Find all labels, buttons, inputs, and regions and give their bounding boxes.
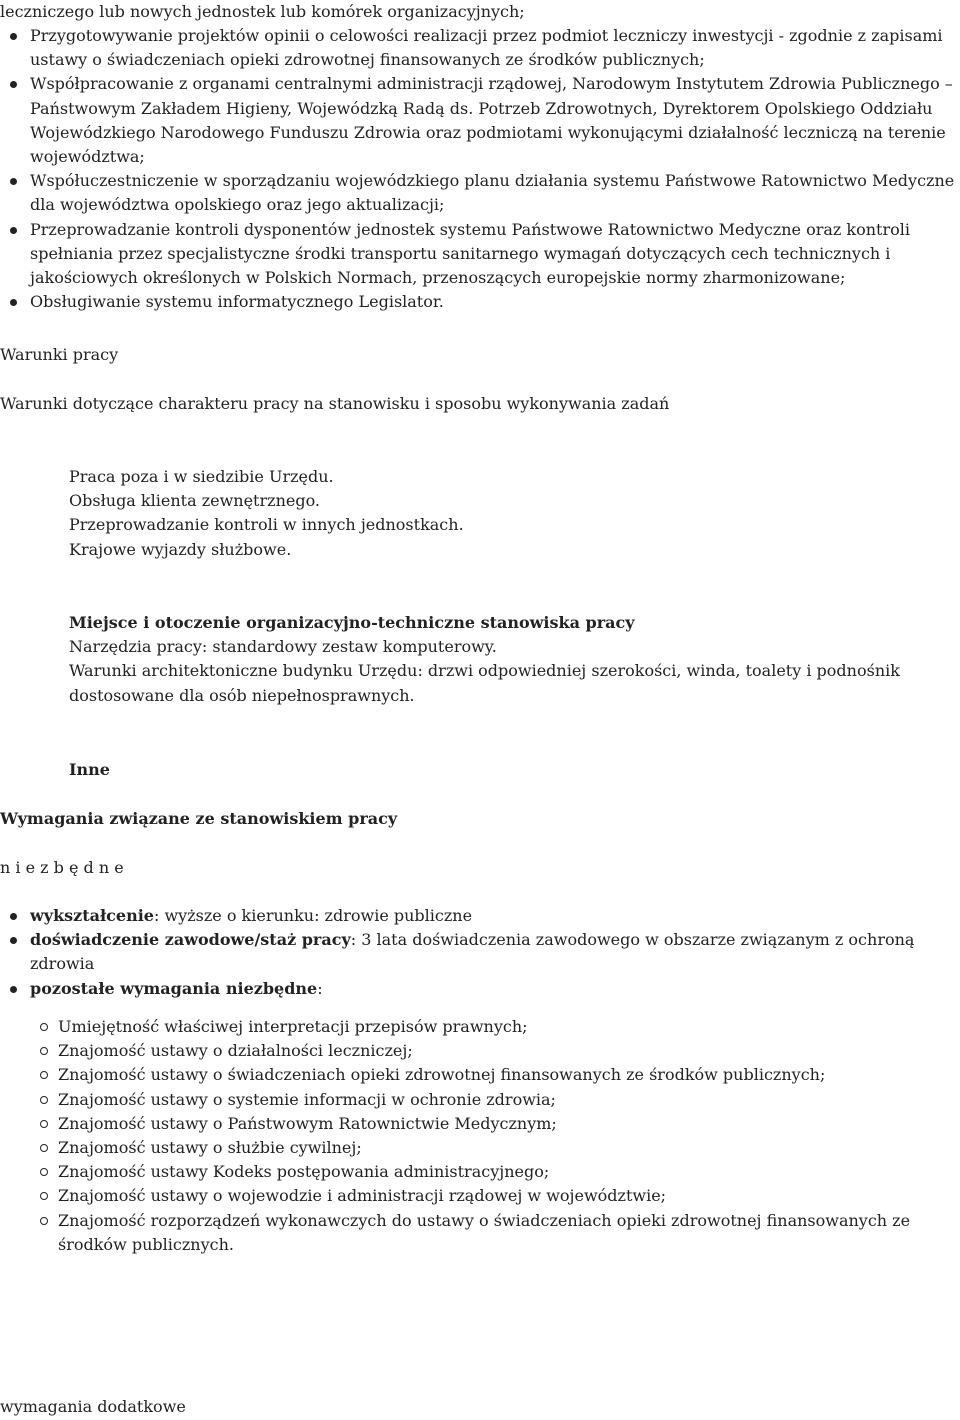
niezbedne-label: n i e z b ę d n e [0, 858, 124, 877]
intro-line: leczniczego lub nowych jednostek lub komórek organizacyjnych; [0, 2, 525, 21]
list-item: Znajomość rozporządzeń wykonawczych do ustawy o świadczeniach opieki zdrowotnej finansowanych ze środków publicznych. [0, 1209, 958, 1257]
other-requirements-list [0, 1015, 958, 1257]
list-item: Znajomość ustawy Kodeks postępowania administracyjnego; [0, 1160, 958, 1184]
charakter-line: Praca poza i w siedzibie Urzędu. [69, 467, 334, 486]
list-item: Znajomość ustawy o świadczeniach opieki zdrowotnej finansowanych ze środków publicznych; [0, 1063, 958, 1087]
list-item: Przygotowywanie projektów opinii o celowości realizacji przez podmiot leczniczy inwestycji - zgodnie z zapisami ustawy o świadczeniach opieki zdrowotnej finansowanych ze środków publicznych; [0, 24, 958, 72]
list-item: Współpracowanie z organami centralnymi administracji rządowej, Narodowym Instytutem Zdrowia Publicznego – Państwowym Zakładem Higieny, Wojewódzką Radą ds. Potrzeb Zdrowotnych, Dyrektorem Opolskiego Oddziału Wojewódzkiego Narodowego Funduszu Zdrowia oraz podmiotami wykonującymi działalność leczniczą na terenie województwa; [0, 72, 958, 169]
charakter-line: Przeprowadzanie kontroli w innych jednostkach. [69, 515, 464, 535]
section-title-warunki-pracy: Warunki pracy [0, 345, 119, 364]
list-item [0, 904, 958, 928]
requirement-text: : wyższe o kierunku: zdrowie publiczne [153, 906, 473, 925]
miejsce-heading: Miejsce i otoczenie organizacyjno-techniczne stanowiska pracy [69, 613, 635, 632]
list-item [0, 977, 958, 1001]
section-title-charakter: Warunki dotyczące charakteru pracy na stanowisku i sposobu wykonywania zadań [0, 394, 670, 413]
requirement-text: : [317, 978, 323, 998]
charakter-line: Obsługa klienta zewnętrznego. [69, 491, 321, 511]
wymagania-heading: Wymagania związane ze stanowiskiem pracy [0, 809, 398, 828]
miejsce-line: Warunki architektoniczne budynku Urzędu: drzwi odpowiedniej szerokości, winda, toalety i podnośnik dostosowane dla osób niepełnosprawnych. [69, 661, 900, 705]
miejsce-line: Narzędzia pracy: standardowy zestaw komputerowy. [69, 637, 497, 657]
requirement-label: pozostałe wymagania niezbędne [30, 978, 318, 998]
list-item: Znajomość ustawy o systemie informacji w ochronie zdrowia; [0, 1088, 958, 1112]
list-item: Znajomość ustawy o Państwowym Ratownictwie Medycznym; [0, 1112, 958, 1136]
list-item: Współuczestniczenie w sporządzaniu wojewódzkiego planu działania systemu Państwowe Ratownictwo Medyczne dla województwa opolskiego oraz jego aktualizacji; [0, 169, 958, 217]
requirement-text: : 3 lata doświadczenia zawodowego w obszarze związanym z ochroną zdrowia [30, 930, 915, 974]
duties-list [0, 24, 958, 314]
list-item: Obsługiwanie systemu informatycznego Legislator. [0, 290, 958, 314]
inne-heading: Inne [69, 760, 110, 779]
requirements-list [0, 904, 958, 1001]
list-item: Znajomość ustawy o wojewodzie i administracji rządowej w województwie; [0, 1184, 958, 1208]
charakter-line: Krajowe wyjazdy służbowe. [69, 539, 292, 559]
list-item: Przeprowadzanie kontroli dysponentów jednostek systemu Państwowe Ratownictwo Medyczne oraz kontroli spełniania przez specjalistyczne środki transportu sanitarnego wymagań dotyczących cech technicznych i jakościowych określonych w Polskich Normach, przenoszących europejskie normy zharmonizowane; [0, 218, 958, 291]
requirement-label: doświadczenie zawodowe/staż pracy [30, 930, 351, 950]
list-item [0, 928, 958, 976]
list-item: Umiejętność właściwej interpretacji przepisów prawnych; [0, 1015, 958, 1039]
list-item: Znajomość ustawy o działalności leczniczej; [0, 1039, 958, 1063]
list-item: Znajomość ustawy o służbie cywilnej; [0, 1136, 958, 1160]
requirement-label: wykształcenie [30, 906, 154, 925]
dodatkowe-label: wymagania dodatkowe [0, 1397, 186, 1416]
miejsce-block [69, 611, 954, 708]
charakter-block [69, 465, 954, 562]
